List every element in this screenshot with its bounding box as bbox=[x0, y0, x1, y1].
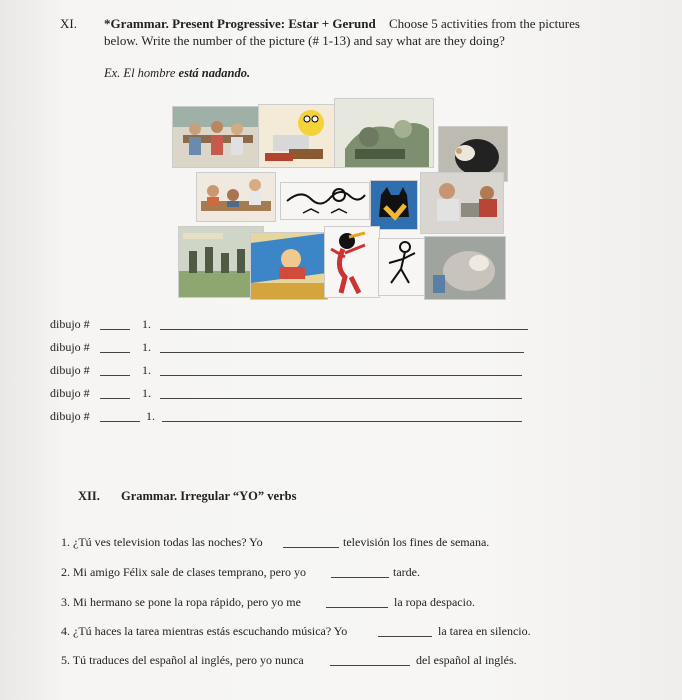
answer-row bbox=[50, 340, 90, 355]
cartoon-dancing-picture bbox=[324, 226, 380, 298]
swimming-sketch-picture bbox=[280, 182, 370, 220]
section-11-number: XI. bbox=[60, 16, 77, 31]
verb-blank[interactable] bbox=[330, 665, 410, 666]
picture-number-blank[interactable] bbox=[100, 398, 130, 399]
answer-index: 1. bbox=[142, 340, 151, 354]
answer-blank[interactable] bbox=[162, 421, 522, 422]
question-ending: del español al inglés. bbox=[416, 653, 517, 667]
verb-blank[interactable] bbox=[378, 636, 432, 637]
question-text: 1. ¿Tú ves television todas las noches? Yo bbox=[61, 535, 263, 549]
dibujo-label: dibujo # bbox=[50, 363, 90, 377]
answer-blank[interactable] bbox=[160, 398, 522, 399]
answer-index: 1. bbox=[146, 409, 155, 423]
example-bold: está nadando. bbox=[178, 66, 251, 80]
question-ending: televisión los fines de semana. bbox=[343, 535, 490, 549]
section-11-instruction-2: below. Write the number of the picture (# 1-13) and say what are they doing? bbox=[104, 33, 505, 48]
question-item bbox=[61, 624, 347, 639]
dibujo-label: dibujo # bbox=[50, 386, 90, 400]
answer-index: 1. bbox=[142, 363, 151, 377]
example-prefix: Ex. El hombre bbox=[104, 66, 179, 80]
question-text: 4. ¿Tú haces la tarea mientras estás escuchando música? Yo bbox=[61, 624, 348, 638]
office-workers-picture bbox=[420, 172, 504, 234]
question-text: 5. Tú traduces del español al inglés, pero yo nunca bbox=[61, 653, 304, 667]
picture-number-blank[interactable] bbox=[100, 375, 130, 376]
question-ending: tarde. bbox=[393, 565, 420, 579]
dibujo-label: dibujo # bbox=[50, 317, 90, 331]
question-text: 2. Mi amigo Félix sale de clases temprano, pero yo bbox=[61, 565, 306, 579]
family-dinner-picture bbox=[196, 172, 276, 222]
cartoon-eating-picture bbox=[258, 104, 336, 168]
picture-number-blank[interactable] bbox=[100, 421, 140, 422]
dog-picture bbox=[424, 236, 506, 300]
classroom-students-picture bbox=[172, 106, 260, 168]
answer-row bbox=[50, 386, 90, 401]
example-sentence bbox=[104, 66, 250, 81]
answer-row bbox=[50, 363, 90, 378]
question-item bbox=[61, 535, 263, 550]
answer-blank[interactable] bbox=[160, 352, 524, 353]
question-ending: la ropa despacio. bbox=[394, 595, 475, 609]
verb-blank[interactable] bbox=[326, 607, 388, 608]
section-12-number: XII. bbox=[78, 489, 100, 503]
answer-blank[interactable] bbox=[160, 375, 522, 376]
question-item bbox=[61, 595, 301, 610]
answer-row bbox=[50, 409, 90, 424]
question-item bbox=[61, 565, 306, 580]
answer-index: 1. bbox=[142, 386, 151, 400]
verb-blank[interactable] bbox=[331, 577, 389, 578]
stick-figure-dancing-picture bbox=[378, 238, 426, 296]
dibujo-label: dibujo # bbox=[50, 409, 90, 423]
picture-number-blank[interactable] bbox=[100, 329, 130, 330]
question-text: 3. Mi hermano se pone la ropa rápido, pero yo me bbox=[61, 595, 301, 609]
section-11-title-text: *Grammar. Present Progressive: Estar + Gerund bbox=[104, 16, 376, 31]
cartoon-relaxing-picture bbox=[250, 232, 328, 300]
section-11-title bbox=[104, 16, 580, 32]
dibujo-label: dibujo # bbox=[50, 340, 90, 354]
verb-blank[interactable] bbox=[283, 547, 339, 548]
question-item bbox=[61, 653, 304, 668]
question-ending: la tarea en silencio. bbox=[438, 624, 531, 638]
blue-cat-icon-picture bbox=[370, 180, 418, 230]
section-11-instruction-1: Choose 5 activities from the pictures bbox=[388, 16, 580, 31]
section-12-title: Grammar. Irregular “YO” verbs bbox=[121, 489, 297, 503]
answer-blank[interactable] bbox=[160, 329, 528, 330]
picture-number-blank[interactable] bbox=[100, 352, 130, 353]
answer-row bbox=[50, 317, 90, 332]
animals-cartoon-picture bbox=[334, 98, 434, 168]
answer-index: 1. bbox=[142, 317, 151, 331]
